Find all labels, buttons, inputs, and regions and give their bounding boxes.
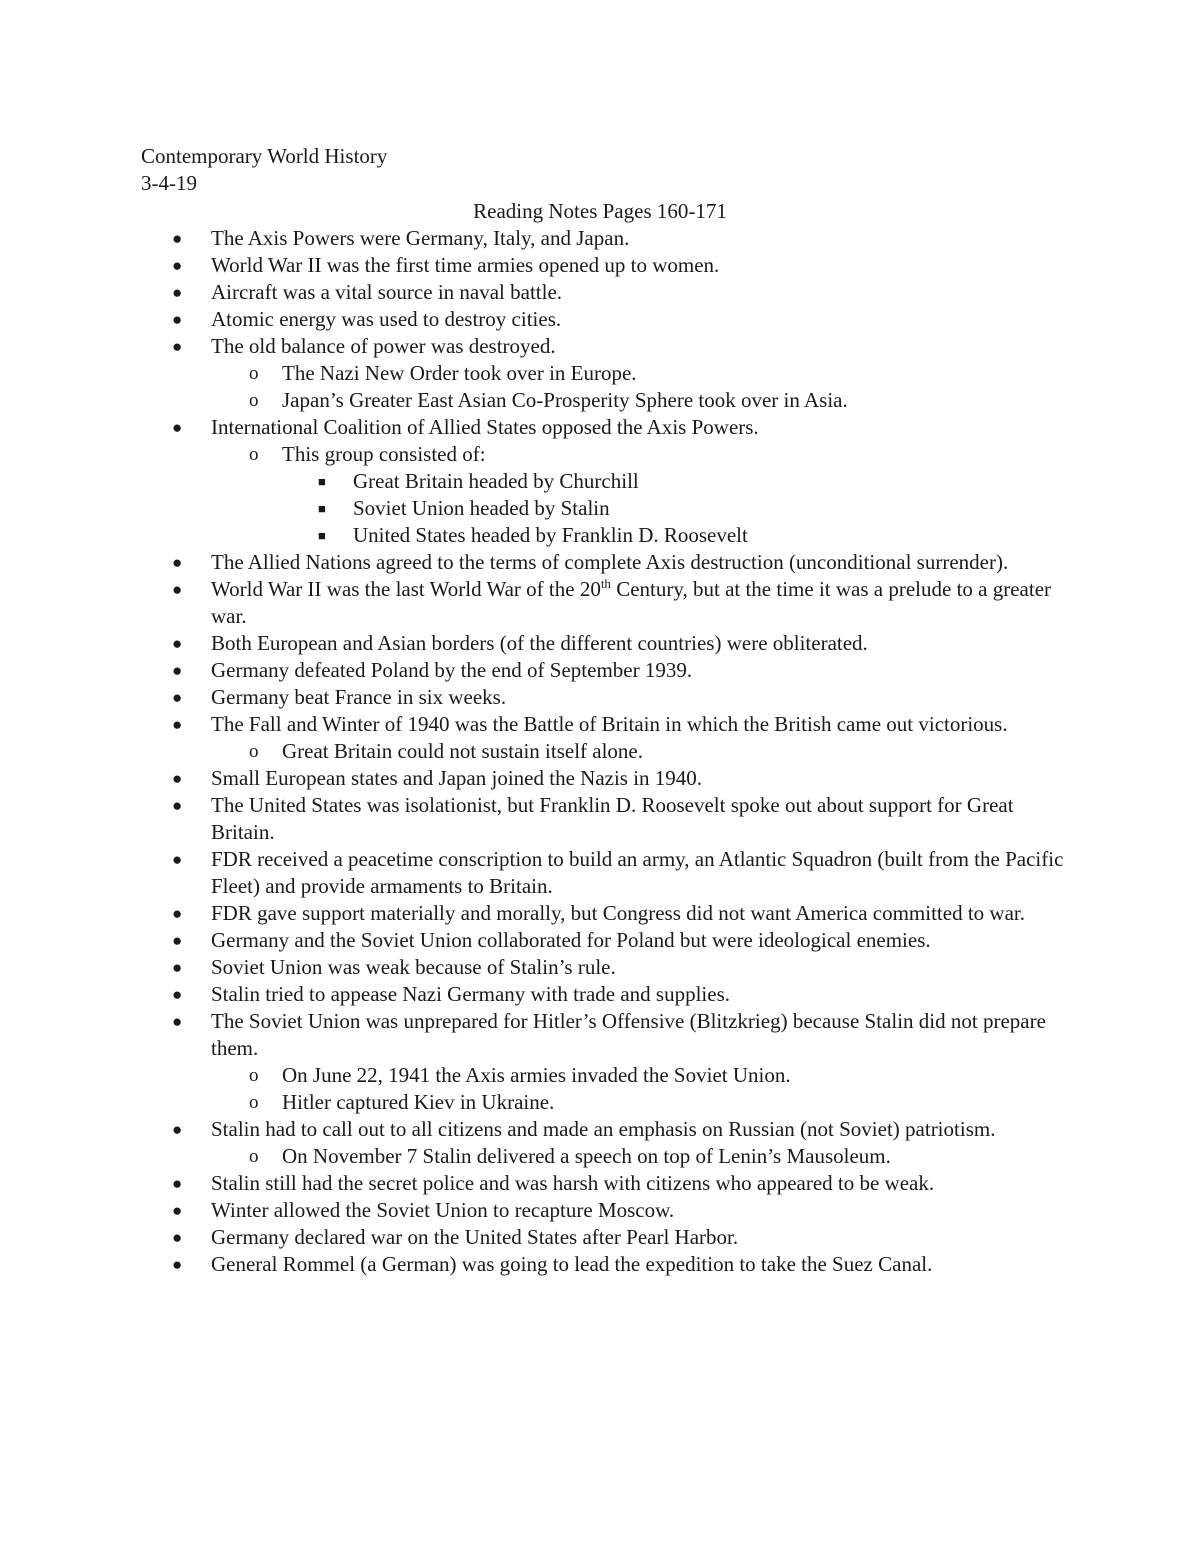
note-item-level-3	[0, 522, 1083, 549]
note-item-level-1	[0, 576, 1081, 630]
bullet-square-icon: ■	[318, 528, 326, 543]
note-item-level-2	[0, 1143, 1082, 1170]
bullet-circle-icon: o	[249, 390, 259, 411]
bullet-square-icon: ■	[318, 474, 326, 489]
note-item-level-3	[0, 468, 1083, 495]
note-text: International Coalition of Allied States opposed the Axis Powers.	[211, 415, 759, 439]
notes-list	[0, 225, 1200, 1278]
note-text: United States headed by Franklin D. Roosevelt	[353, 523, 748, 547]
note-item-level-1	[0, 765, 1081, 792]
note-text: The Fall and Winter of 1940 was the Battle of Britain in which the British came out victorious.	[211, 712, 1008, 736]
bullet-dot-icon: ●	[172, 634, 183, 653]
note-text: The United States was isolationist, but Franklin D. Roosevelt spoke out about support for Great Britain.	[211, 793, 1014, 844]
note-item-level-1	[0, 900, 1081, 927]
bullet-dot-icon: ●	[172, 661, 183, 680]
bullet-dot-icon: ●	[172, 229, 183, 248]
note-item-level-1	[0, 279, 1081, 306]
note-text-part: Century, but at the time it was a prelude to a greater war.	[211, 577, 1052, 628]
note-superscript: th	[600, 576, 611, 591]
bullet-circle-icon: o	[249, 363, 259, 384]
note-item-level-1	[0, 684, 1081, 711]
note-text: Great Britain could not sustain itself alone.	[282, 739, 643, 763]
note-text: This group consisted of:	[282, 442, 486, 466]
bullet-dot-icon: ●	[172, 1012, 183, 1031]
note-item-level-2	[0, 360, 1082, 387]
note-text: On November 7 Stalin delivered a speech on top of Lenin’s Mausoleum.	[282, 1144, 891, 1168]
note-text: Germany and the Soviet Union collaborated for Poland but were ideological enemies.	[211, 928, 931, 952]
note-text: The old balance of power was destroyed.	[211, 334, 556, 358]
note-item-level-2	[0, 738, 1082, 765]
bullet-circle-icon: o	[249, 444, 259, 465]
note-text: Atomic energy was used to destroy cities.	[211, 307, 562, 331]
bullet-dot-icon: ●	[172, 256, 183, 275]
bullet-dot-icon: ●	[172, 931, 183, 950]
bullet-dot-icon: ●	[172, 337, 183, 356]
note-text: Germany defeated Poland by the end of September 1939.	[211, 658, 693, 682]
note-item-level-2	[0, 1089, 1082, 1116]
bullet-dot-icon: ●	[172, 688, 183, 707]
note-item-level-1	[0, 630, 1081, 657]
note-text: Stalin had to call out to all citizens and made an emphasis on Russian (not Soviet) patriotism.	[211, 1117, 996, 1141]
bullet-dot-icon: ●	[172, 958, 183, 977]
note-text: Stalin tried to appease Nazi Germany with trade and supplies.	[211, 982, 731, 1006]
note-item-level-1	[0, 657, 1081, 684]
bullet-circle-icon: o	[249, 1092, 259, 1113]
note-item-level-1	[0, 846, 1081, 900]
bullet-dot-icon: ●	[172, 715, 183, 734]
note-item-level-1	[0, 711, 1081, 738]
bullet-dot-icon: ●	[172, 1174, 183, 1193]
note-text-part: World War II was the last World War of the 20	[211, 577, 601, 601]
note-item-level-1	[0, 1170, 1081, 1197]
bullet-dot-icon: ●	[172, 310, 183, 329]
note-item-level-1	[0, 549, 1081, 576]
note-item-level-1	[0, 333, 1081, 360]
note-item-level-1	[0, 1116, 1081, 1143]
note-item-level-1	[0, 225, 1081, 252]
bullet-circle-icon: o	[249, 741, 259, 762]
note-text: FDR received a peacetime conscription to build an army, an Atlantic Squadron (built from the Pacific Fleet) and provide armaments to Britain.	[211, 847, 1064, 898]
note-item-level-1	[0, 792, 1081, 846]
bullet-dot-icon: ●	[172, 850, 183, 869]
note-text: Soviet Union headed by Stalin	[353, 496, 610, 520]
bullet-square-icon: ■	[318, 501, 326, 516]
note-text: Soviet Union was weak because of Stalin’s rule.	[211, 955, 616, 979]
note-text: Small European states and Japan joined the Nazis in 1940.	[211, 766, 703, 790]
bullet-dot-icon: ●	[172, 418, 183, 437]
note-text: Stalin still had the secret police and was harsh with citizens who appeared to be weak.	[211, 1171, 935, 1195]
note-text: World War II was the first time armies opened up to women.	[211, 253, 720, 277]
bullet-dot-icon: ●	[172, 985, 183, 1004]
note-item-level-1	[0, 981, 1081, 1008]
note-item-level-2	[0, 387, 1082, 414]
note-text: Germany declared war on the United States after Pearl Harbor.	[211, 1225, 739, 1249]
note-item-level-2	[0, 441, 1082, 468]
note-text: Aircraft was a vital source in naval battle.	[211, 280, 563, 304]
note-text	[211, 576, 1081, 630]
note-item-level-1	[0, 1008, 1081, 1062]
note-item-level-1	[0, 306, 1081, 333]
bullet-dot-icon: ●	[172, 796, 183, 815]
bullet-dot-icon: ●	[172, 283, 183, 302]
bullet-circle-icon: o	[249, 1146, 259, 1167]
note-text: Germany beat France in six weeks.	[211, 685, 507, 709]
note-text: The Axis Powers were Germany, Italy, and Japan.	[211, 226, 630, 250]
note-item-level-3	[0, 495, 1083, 522]
document-heading: Reading Notes Pages 160-171	[473, 199, 727, 223]
note-item-level-1	[0, 252, 1081, 279]
note-item-level-1	[0, 927, 1081, 954]
bullet-dot-icon: ●	[172, 1228, 183, 1247]
note-text: Both European and Asian borders (of the different countries) were obliterated.	[211, 631, 868, 655]
note-text: Great Britain headed by Churchill	[353, 469, 639, 493]
note-text: Hitler captured Kiev in Ukraine.	[282, 1090, 555, 1114]
bullet-dot-icon: ●	[172, 769, 183, 788]
note-text: Winter allowed the Soviet Union to recapture Moscow.	[211, 1198, 675, 1222]
note-text: The Allied Nations agreed to the terms of complete Axis destruction (unconditional surrender).	[211, 550, 1009, 574]
bullet-dot-icon: ●	[172, 1255, 183, 1274]
note-text: The Nazi New Order took over in Europe.	[282, 361, 637, 385]
note-item-level-1	[0, 1224, 1081, 1251]
note-item-level-1	[0, 1197, 1081, 1224]
note-text: FDR gave support materially and morally, but Congress did not want America committed to war.	[211, 901, 1025, 925]
note-text: On June 22, 1941 the Axis armies invaded the Soviet Union.	[282, 1063, 791, 1087]
bullet-dot-icon: ●	[172, 553, 183, 572]
bullet-circle-icon: o	[249, 1065, 259, 1086]
bullet-dot-icon: ●	[172, 580, 183, 599]
bullet-dot-icon: ●	[172, 1201, 183, 1220]
note-item-level-1	[0, 414, 1081, 441]
note-item-level-2	[0, 1062, 1082, 1089]
note-item-level-1	[0, 954, 1081, 981]
course-title: Contemporary World History	[141, 144, 388, 168]
note-text: The Soviet Union was unprepared for Hitler’s Offensive (Blitzkrieg) because Stalin did not prepare them.	[211, 1009, 1046, 1060]
bullet-dot-icon: ●	[172, 904, 183, 923]
bullet-dot-icon: ●	[172, 1120, 183, 1139]
note-text: Japan’s Greater East Asian Co-Prosperity Sphere took over in Asia.	[282, 388, 848, 412]
note-item-level-1	[0, 1251, 1081, 1278]
document-date: 3-4-19	[141, 171, 197, 195]
note-text: General Rommel (a German) was going to lead the expedition to take the Suez Canal.	[211, 1252, 933, 1276]
